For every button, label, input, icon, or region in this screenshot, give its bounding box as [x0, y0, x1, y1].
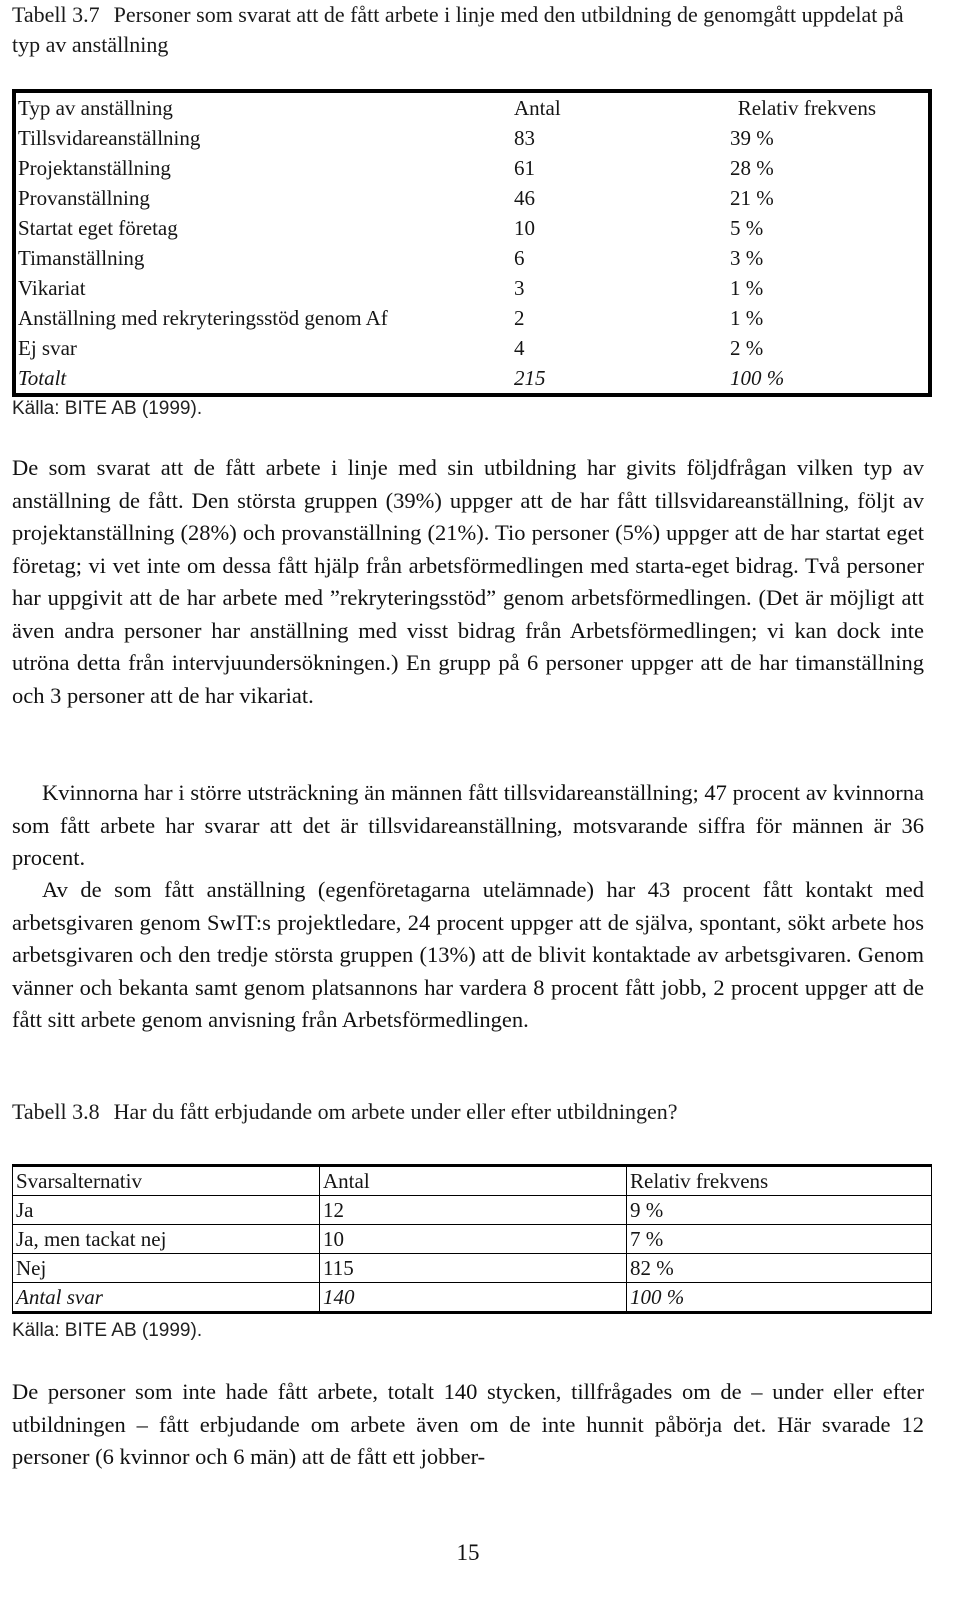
table-cell: Timanställning [18, 246, 145, 270]
table-3-7-caption [12, 0, 928, 60]
table-cell: 3 [514, 276, 525, 300]
table-cell: 5 % [730, 216, 764, 240]
table-cell: 3 % [730, 246, 764, 270]
table-cell: 12 [320, 1196, 627, 1225]
table-3-7 [12, 89, 932, 397]
table-cell: 10 [320, 1225, 627, 1254]
table-total-row [14, 363, 930, 395]
table-cell: 46 [514, 186, 535, 210]
table-row [14, 333, 930, 363]
table-cell: Ja [13, 1196, 320, 1225]
table-cell: Vikariat [18, 276, 86, 300]
table-header-row [14, 91, 930, 123]
body-paragraph: De som svarat att de fått arbete i linje med sin utbildning har givits följdfrågan vilken typ av anställning de fått. Den största gruppen (39%) uppger att de har fått tillsvidareanställning, följt av projektanställning (28%) och provanställning (21%). Tio personer (5%) uppger att de har startat eget företag; vi vet inte om dessa fått hjälp från arbetsförmedlingen med starta-eget bidrag. Två personer har uppgivit att de har arbete med ”rekryteringsstöd” genom arbetsförmedlingen. (Det är möjligt att även andra personer har anställning med visst bidrag från Arbetsförmedlingen; vi kan dock inte utröna detta från intervjuundersökningen.) En grupp på 6 personer uppger att de har timanställning och 3 personer att de har vikariat. [12, 455, 924, 708]
table-cell: 1 % [730, 306, 764, 330]
table-cell: 10 [514, 216, 535, 240]
table-header-row [13, 1166, 932, 1196]
table-cell: 2 [514, 306, 525, 330]
table-cell: 6 [514, 246, 525, 270]
table-cell: Anställning med rekryteringsstöd genom Af [18, 306, 388, 330]
table-3-8-caption [12, 1097, 928, 1127]
column-header: Typ av anställning [18, 96, 173, 120]
table-row [14, 123, 930, 153]
table-cell: Projektanställning [18, 156, 171, 180]
table-cell: 82 % [627, 1254, 932, 1283]
table-3-7-label: Tabell 3.7 [12, 2, 100, 27]
column-header: Antal [320, 1166, 627, 1196]
table-cell: Provanställning [18, 186, 150, 210]
table-cell: 4 [514, 336, 525, 360]
table-cell: 2 % [730, 336, 764, 360]
column-header: Svarsalternativ [13, 1166, 320, 1196]
table-row [14, 243, 930, 273]
page-number: 15 [456, 1540, 480, 1565]
table-row [13, 1196, 932, 1225]
table-3-8-source: Källa: BITE AB (1999). [12, 1320, 203, 1341]
table-row [14, 183, 930, 213]
table-row [13, 1254, 932, 1283]
table-cell: 39 % [730, 126, 774, 150]
table-cell: 1 % [730, 276, 764, 300]
table-total-row [13, 1283, 932, 1313]
column-header: Antal [514, 96, 561, 120]
table-3-8 [12, 1164, 932, 1314]
body-paragraph: Av de som fått anställning (egenföretagarna utelämnade) har 43 procent fått kontakt med arbetsgivaren genom SwIT:s projektledare, 24 procent uppger att de själva, spontant, sökt arbete hos arbetsgivaren och den tredje största gruppen (13%) att de blivit kontaktade av arbetsgivaren. Genom vänner och bekanta samt genom platsannons har vardera 8 procent fått jobb, 2 procent uppger att de fått sitt arbete genom anvisning från Arbetsförmedlingen. [12, 877, 924, 1032]
table-cell: 83 [514, 126, 535, 150]
table-3-8-label: Tabell 3.8 [12, 1099, 100, 1124]
body-paragraph: Kvinnorna har i större utsträckning än männen fått tillsvidareanställning; 47 procent av kvinnorna som fått arbete har svarar att det är tillsvidareanställning, motsvarande siffra för männen är 36 procent. [12, 780, 924, 870]
body-paragraph: De personer som inte hade fått arbete, totalt 140 stycken, tillfrågades om de – under eller efter utbildningen – fått erbjudande om arbete även om de inte hunnit påbörja det. Här svarade 12 personer (6 kvinnor och 6 män) att de fått ett jobber- [12, 1379, 924, 1469]
table-cell: Totalt [18, 366, 67, 390]
table-3-7-title: Personer som svarat att de fått arbete i linje med den utbildning de genomgått uppdelat på typ av anställning [12, 2, 904, 57]
table-cell: Nej [13, 1254, 320, 1283]
column-header: Relativ frekvens [627, 1166, 932, 1196]
table-cell: 61 [514, 156, 535, 180]
table-cell: Ja, men tackat nej [13, 1225, 320, 1254]
table-cell: 215 [514, 366, 546, 390]
table-row [14, 213, 930, 243]
table-cell: 7 % [627, 1225, 932, 1254]
table-cell: 21 % [730, 186, 774, 210]
table-3-7-source: Källa: BITE AB (1999). [12, 398, 203, 419]
table-row [13, 1225, 932, 1254]
table-cell: 28 % [730, 156, 774, 180]
table-cell: 140 [320, 1283, 627, 1313]
table-3-8-title: Har du fått erbjudande om arbete under eller efter utbildningen? [113, 1099, 678, 1124]
table-row [14, 153, 930, 183]
table-cell: 115 [320, 1254, 627, 1283]
column-header: Relativ frekvens [737, 96, 876, 120]
table-row [14, 273, 930, 303]
table-cell: 100 % [730, 366, 785, 390]
table-cell: Antal svar [13, 1283, 320, 1313]
table-cell: 9 % [627, 1196, 932, 1225]
table-row [14, 303, 930, 333]
table-cell: Startat eget företag [18, 216, 178, 240]
table-cell: Ej svar [18, 336, 77, 360]
table-cell: 100 % [627, 1283, 932, 1313]
table-cell: Tillsvidareanställning [18, 126, 201, 150]
